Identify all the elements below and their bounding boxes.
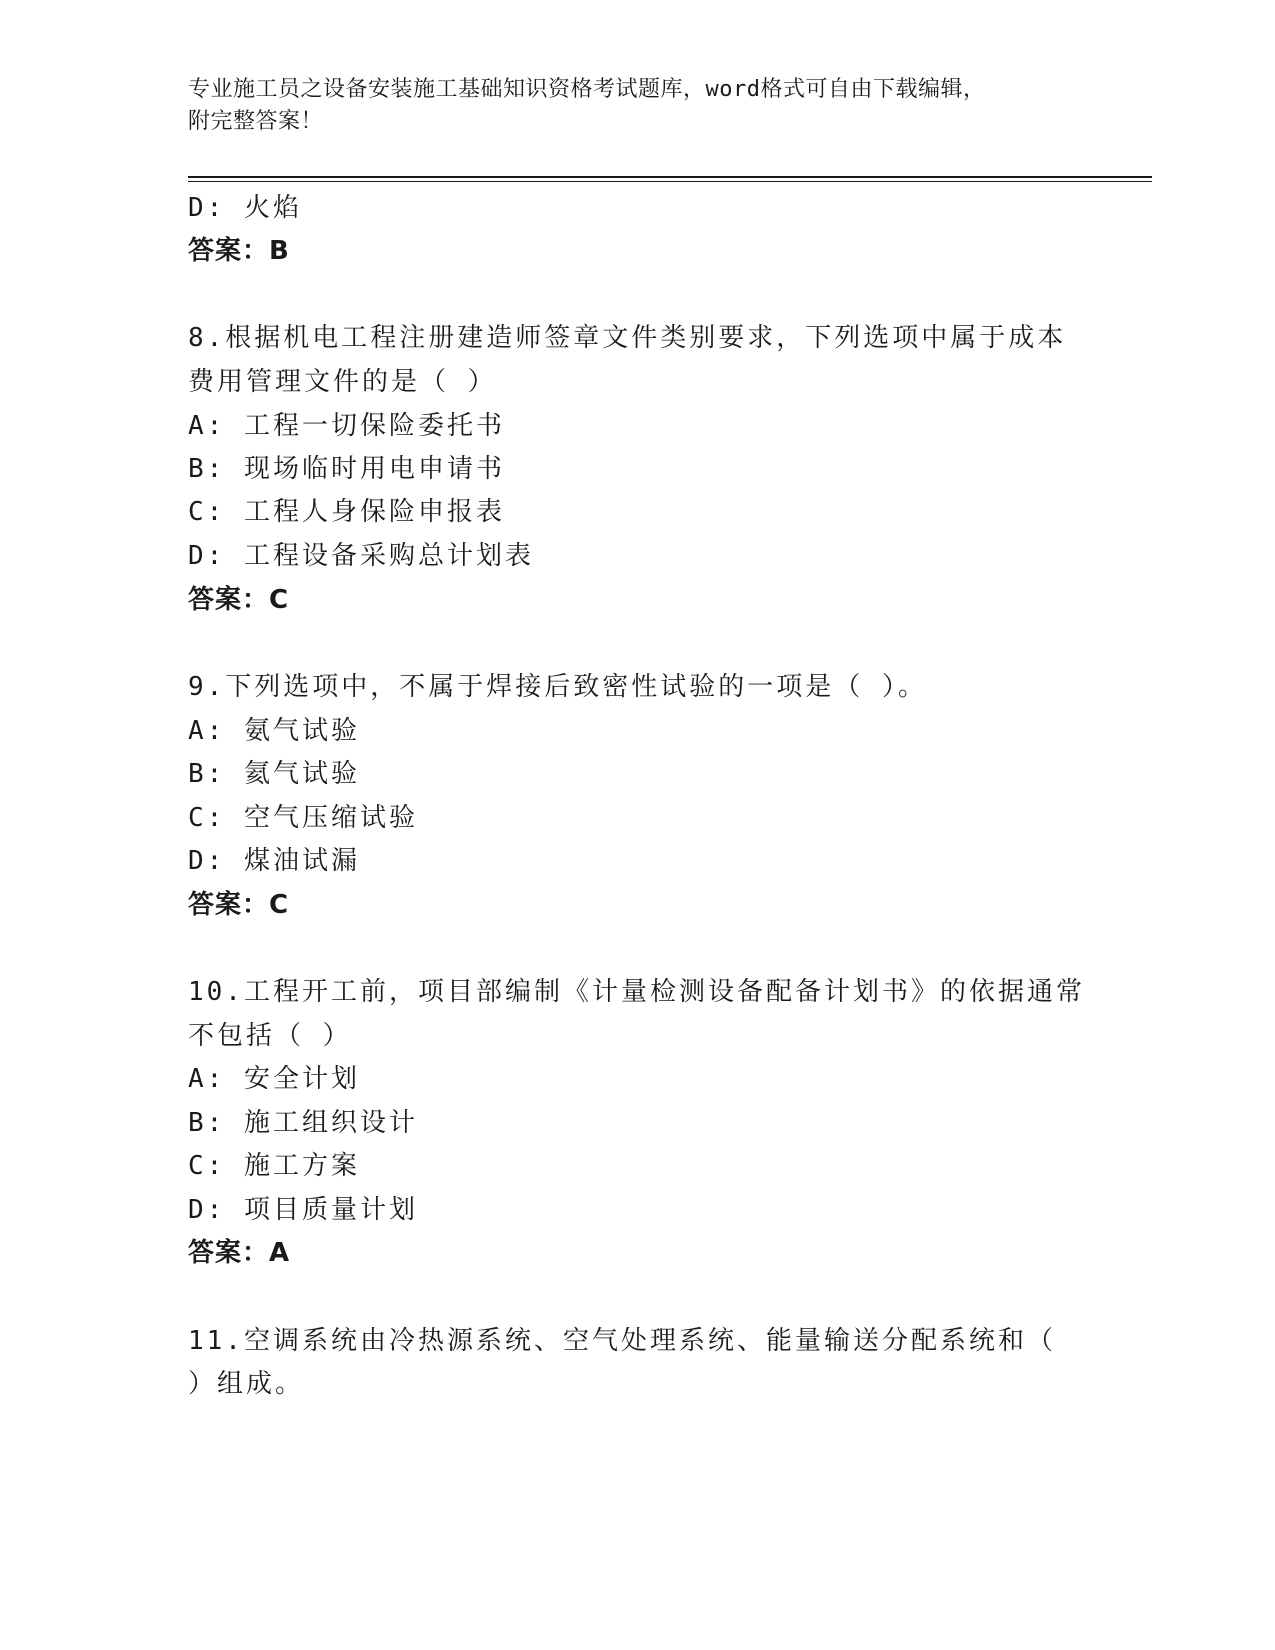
q10-option-b: B: 施工组织设计 [188,1108,418,1138]
q10-option-c: C: 施工方案 [188,1151,360,1181]
q9-option-b: B: 氦气试验 [188,759,360,789]
q7-answer: 答案：B [188,236,290,266]
header-divider-thin [188,181,1152,182]
q8-stem-line-1: 8.根据机电工程注册建造师签章文件类别要求，下列选项中属于成本 [188,323,1067,353]
q11-stem-line-2: ）组成。 [188,1369,305,1399]
q10-option-a: A: 安全计划 [188,1064,360,1094]
page-header [188,74,1088,138]
header-title-line-2: 附完整答案！ [188,109,324,134]
q8-option-d: D: 工程设备采购总计划表 [188,541,534,571]
q10-option-d: D: 项目质量计划 [188,1195,418,1225]
q9-option-d: D: 煤油试漏 [188,846,360,876]
header-title-line-1: 专业施工员之设备安装施工基础知识资格考试题库，word格式可自由下载编辑， [188,77,986,102]
q8-answer: 答案：C [188,585,290,615]
q11-stem-line-1: 11.空调系统由冷热源系统、空气处理系统、能量输送分配系统和（ [188,1326,1056,1356]
q7-option-d: D: 火焰 [188,193,302,223]
q8-option-a: A: 工程一切保险委托书 [188,411,505,441]
header-divider-thick [188,176,1152,178]
q9-option-a: A: 氨气试验 [188,716,360,746]
q8-option-b: B: 现场临时用电申请书 [188,454,505,484]
q10-answer: 答案：A [188,1238,291,1268]
q9-stem-line-1: 9.下列选项中，不属于焊接后致密性试验的一项是（ ）。 [188,672,927,702]
q8-stem-line-2: 费用管理文件的是（ ） [188,367,497,397]
q9-answer: 答案：C [188,890,290,920]
q10-stem-line-1: 10.工程开工前，项目部编制《计量检测设备配备计划书》的依据通常 [188,977,1085,1007]
q10-stem-line-2: 不包括（ ） [188,1021,352,1051]
q8-option-c: C: 工程人身保险申报表 [188,497,505,527]
q9-option-c: C: 空气压缩试验 [188,803,418,833]
